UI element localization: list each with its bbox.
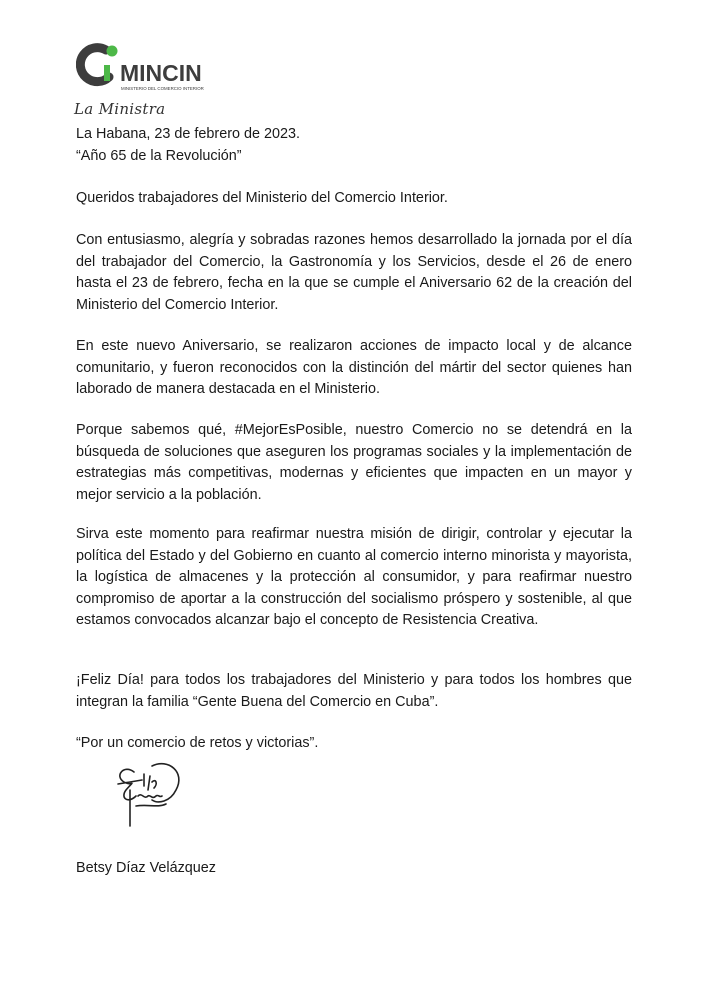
logo-name: MINCIN (120, 60, 202, 86)
closing-line: “Por un comercio de retos y victorias”. (76, 735, 319, 751)
year-line: “Año 65 de la Revolución” (76, 148, 242, 164)
paragraph-3: Porque sabemos qué, #MejorEsPosible, nuestro Comercio no se detendrá en la búsqueda de soluciones que aseguren los programas sociales y la implementación de estrategias más competitivas, modernas y eficientes que impacten en un mayor y mejor servicio a la población. (76, 422, 632, 503)
header-title: La Ministra (74, 100, 166, 118)
paragraph-1: Con entusiasmo, alegría y sobradas razones hemos desarrollado la jornada por el día del trabajador del Comercio, la Gastronomía y los Servicios, desde el 26 de enero hasta el 23 de febrero, fecha en la que se cumple el Aniversario 62 de la creación del Ministerio del Comercio Interior. (76, 232, 632, 313)
paragraph-5: ¡Feliz Día! para todos los trabajadores del Ministerio y para todos los hombres que integran la familia “Gente Buena del Comercio en Cuba”. (76, 672, 632, 710)
date-line: La Habana, 23 de febrero de 2023. (76, 126, 301, 142)
mincin-logo (76, 43, 206, 93)
signer-name: Betsy Díaz Velázquez (76, 860, 216, 876)
logo-subtitle: MINISTERIO DEL COMERCIO INTERIOR (121, 86, 204, 91)
paragraph-4: Sirva este momento para reafirmar nuestra misión de dirigir, controlar y ejecutar la política del Estado y del Gobierno en cuanto al comercio interno minorista y mayorista, la logística de almacenes y la protección al consumidor, y para reafirmar nuestro compromiso de aportar a la construcción del socialismo próspero y sostenible, al que estamos convocados alcanzar bajo el concepto de Resistencia Creativa. (76, 526, 632, 629)
handwritten-signature (108, 760, 188, 830)
salutation: Queridos trabajadores del Ministerio del Comercio Interior. (76, 190, 448, 206)
paragraph-2: En este nuevo Aniversario, se realizaron acciones de impacto local y de alcance comunitario, y fueron reconocidos con la distinción del mártir del sector quienes han laborado de manera destacada en el Ministerio. (76, 338, 632, 398)
